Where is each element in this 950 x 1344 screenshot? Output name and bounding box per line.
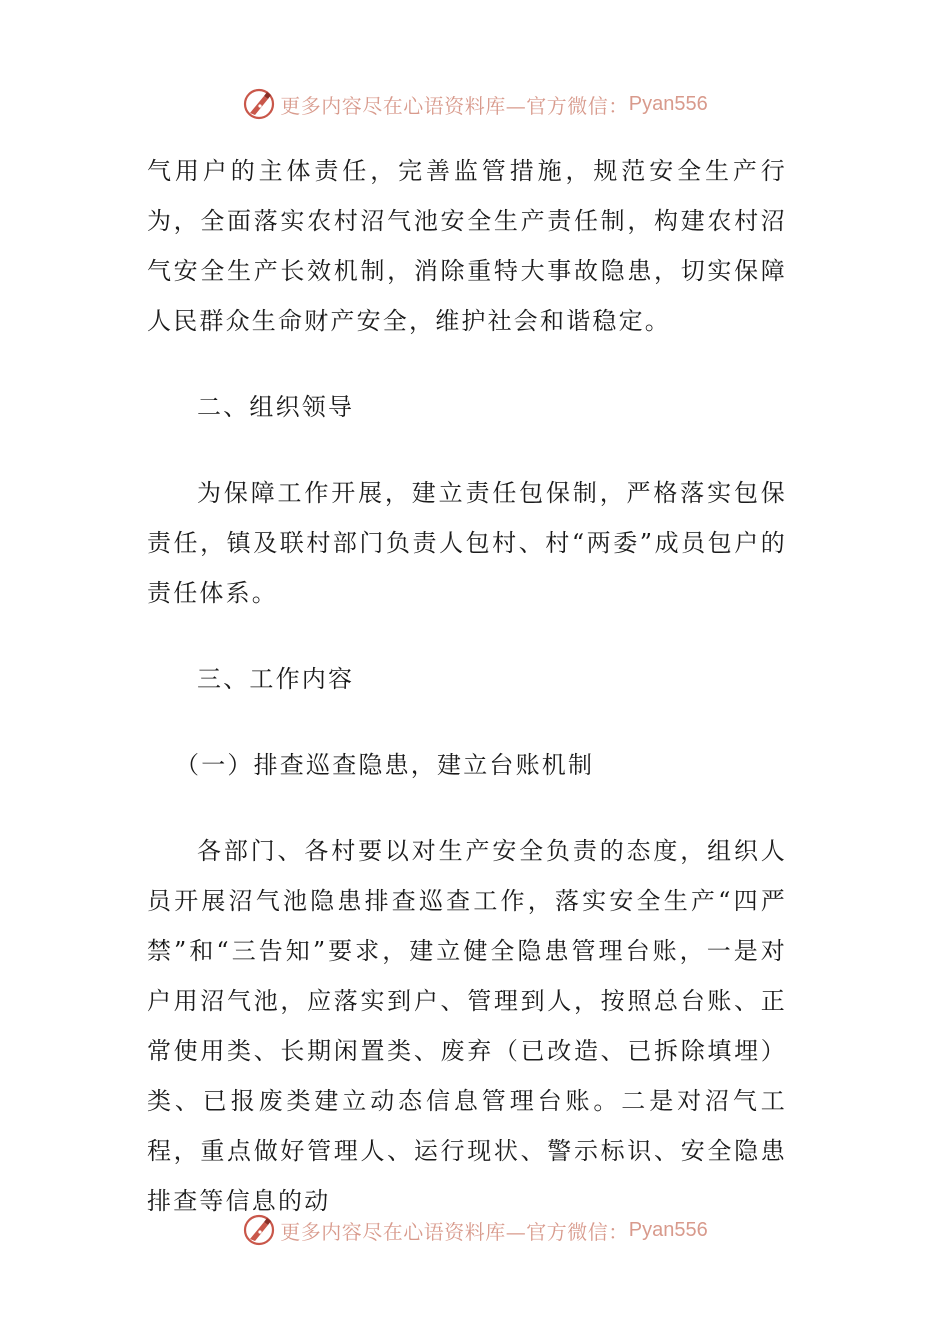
subsection-heading-inspection: （一）排查巡查隐患，建立台账机制 xyxy=(175,751,595,779)
paragraph-2: 为保障工作开展，建立责任包保制，严格落实包保责任，镇及联村部门负责人包村、村“两委”成员包户的责任体系。 xyxy=(147,479,787,607)
watermark-text: 更多内容尽在心语资料库—官方微信： xyxy=(280,1219,629,1244)
wechat-id: Pyan556 xyxy=(628,92,708,115)
pen-nib-logo-icon xyxy=(242,1213,276,1247)
footer-watermark-banner xyxy=(0,1208,950,1252)
paragraph-3: 各部门、各村要以对生产安全负责的态度，组织人员开展沼气池隐患排查巡查工作，落实安全生产“四严禁”和“三告知”要求，建立健全隐患管理台账，一是对户用沼气池，应落实到户、管理到人，按照总台账、正常使用类、长期闲置类、废弃（已改造、已拆除填埋）类、已报废类建立动态信息管理台账。二是对沼气工程，重点做好管理人、运行现状、警示标识、安全隐患排查等信息的动 xyxy=(147,837,787,1215)
section-heading-work-content: 三、工作内容 xyxy=(197,665,355,693)
watermark-text: 更多内容尽在心语资料库—官方微信： xyxy=(280,93,629,118)
paragraph-1: 气用户的主体责任，完善监管措施，规范安全生产行为，全面落实农村沼气池安全生产责任制，构建农村沼气安全生产长效机制，消除重特大事故隐患，切实保障人民群众生命财产安全，维护社会和谐稳定。 xyxy=(147,157,787,335)
section-heading-organization: 二、组织领导 xyxy=(197,393,355,421)
pen-nib-logo-icon xyxy=(242,87,276,121)
document-body xyxy=(147,146,787,1226)
header-watermark-banner xyxy=(0,82,950,126)
wechat-id: Pyan556 xyxy=(628,1218,708,1241)
